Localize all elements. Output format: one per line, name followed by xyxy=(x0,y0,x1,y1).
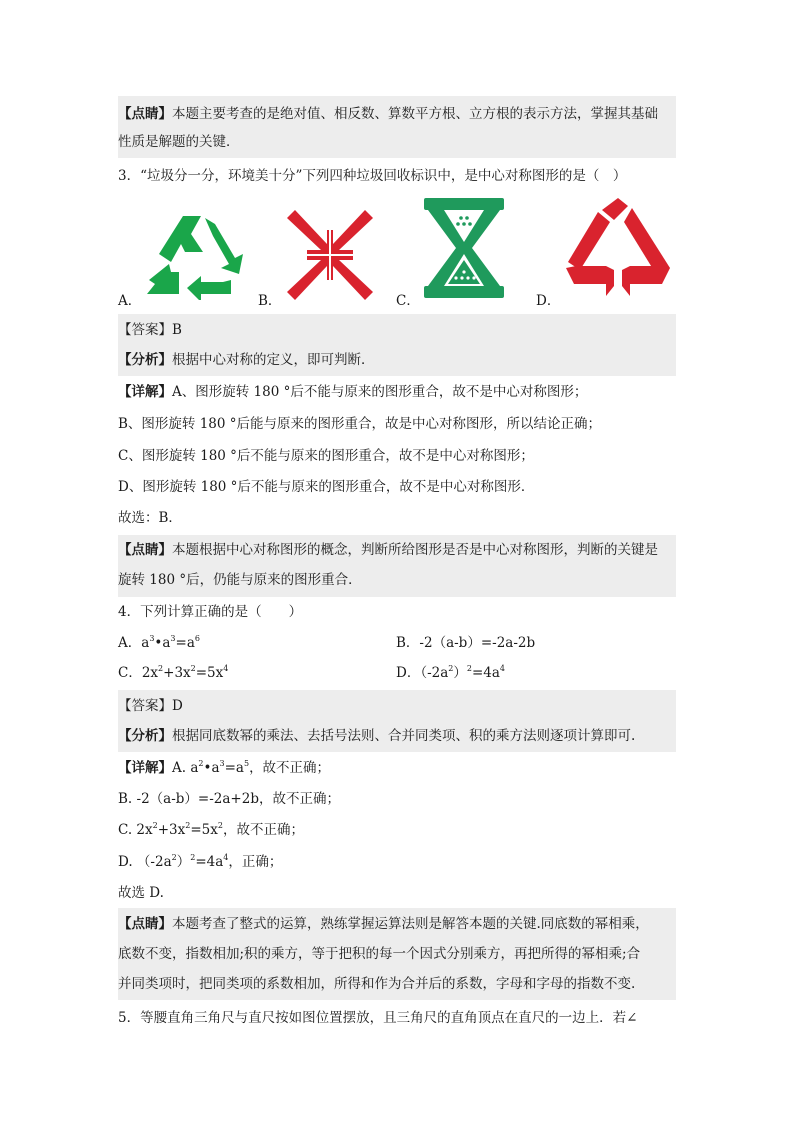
q4-option-a: A．$a^3•a^3=a^6$ xyxy=(118,633,200,651)
q4-conclusion: 故选 D. xyxy=(118,885,164,901)
q4-option-d: D．$(-2a^2)^2=4a^4$ xyxy=(396,663,506,681)
q4-analysis: 【分析】根据同底数幂的乘法、去括号法则、合并同类项、积的乘方法则逐项计算即可. xyxy=(118,728,636,744)
q3-detail-c: C、图形旋转 180 °后不能与原来的图形重合，故不是中心对称图形； xyxy=(118,448,534,464)
q4-option-b: B．-2（a-b）=-2a-2b xyxy=(396,635,536,651)
q4-detail-b: B. -2（a-b）=-2a+2b，故不正确； xyxy=(118,791,340,807)
q4-stem: 4．下列计算正确的是（ ） xyxy=(118,604,303,620)
red-triangle-arrows-icon xyxy=(566,196,670,300)
option-b-label: B． xyxy=(258,293,282,309)
q3-comment-line1: 【点睛】本题根据中心对称图形的概念，判断所给图形是否是中心对称图形，判断的关键是 xyxy=(118,542,658,558)
option-d-label: D． xyxy=(536,293,561,309)
comment-tag: 【点睛】 xyxy=(118,106,172,122)
q3-conclusion: 故选：B． xyxy=(118,510,182,526)
q3-analysis: 【分析】根据中心对称的定义，即可判断． xyxy=(118,352,375,368)
recycle-triangle-icon xyxy=(143,208,249,300)
option-c-label: C． xyxy=(396,293,420,309)
q3-detail-a: 【详解】A、图形旋转 180 °后不能与原来的图形重合，故不是中心对称图形； xyxy=(118,384,588,400)
q3-comment-line2: 旋转 180 °后，仍能与原来的图形重合． xyxy=(118,572,362,588)
q3-answer: 【答案】B xyxy=(118,322,182,338)
q4-detail-c: C. $2x^2+3x^2=5x^2$，故不正确； xyxy=(118,820,304,838)
q2-comment-line1: 【点睛】本题主要考查的是绝对值、相反数、算数平方根、立方根的表示方法，掌握其基础 xyxy=(118,106,658,122)
q3-detail-b: B、图形旋转 180 °后能与原来的图形重合，故是中心对称图形，所以结论正确； xyxy=(118,416,602,432)
cross-arrows-icon xyxy=(287,210,373,300)
q3-stem: 3．“垃圾分一分，环境美十分”下列四种垃圾回收标识中，是中心对称图形的是（ ） xyxy=(118,168,627,184)
q2-comment-line2: 性质是解题的关键． xyxy=(118,134,240,150)
q3-detail-d: D、图形旋转 180 °后不能与原来的图形重合，故不是中心对称图形． xyxy=(118,479,535,495)
q4-answer: 【答案】D xyxy=(118,698,183,714)
q4-comment-line3: 并同类项时，把同类项的系数相加，所得和作为合并后的系数，字母和字母的指数不变. xyxy=(118,976,636,992)
q4-detail-a: 【详解】A. $a^2•a^3=a^5$，故不正确； xyxy=(118,758,331,776)
q4-comment-line1: 【点睛】本题考查了整式的运算，熟练掌握运算法则是解答本题的关键.同底数的幂相乘， xyxy=(118,916,649,932)
q5-stem: 5．等腰直角三角尺与直尺按如图位置摆放，且三角尺的直角顶点在直尺的一边上．若∠ xyxy=(118,1010,638,1026)
q4-option-c: C．$2x^2+3x^2=5x^4$ xyxy=(118,663,229,681)
option-a-label: A． xyxy=(118,293,142,309)
hourglass-icon xyxy=(422,198,506,298)
q4-detail-d: D. $(-2a^2)^2=4a^4$，正确； xyxy=(118,852,283,870)
q4-comment-line2: 底数不变，指数相加;积的乘方，等于把积的每一个因式分别乘方，再把所得的幂相乘;合 xyxy=(118,946,641,962)
